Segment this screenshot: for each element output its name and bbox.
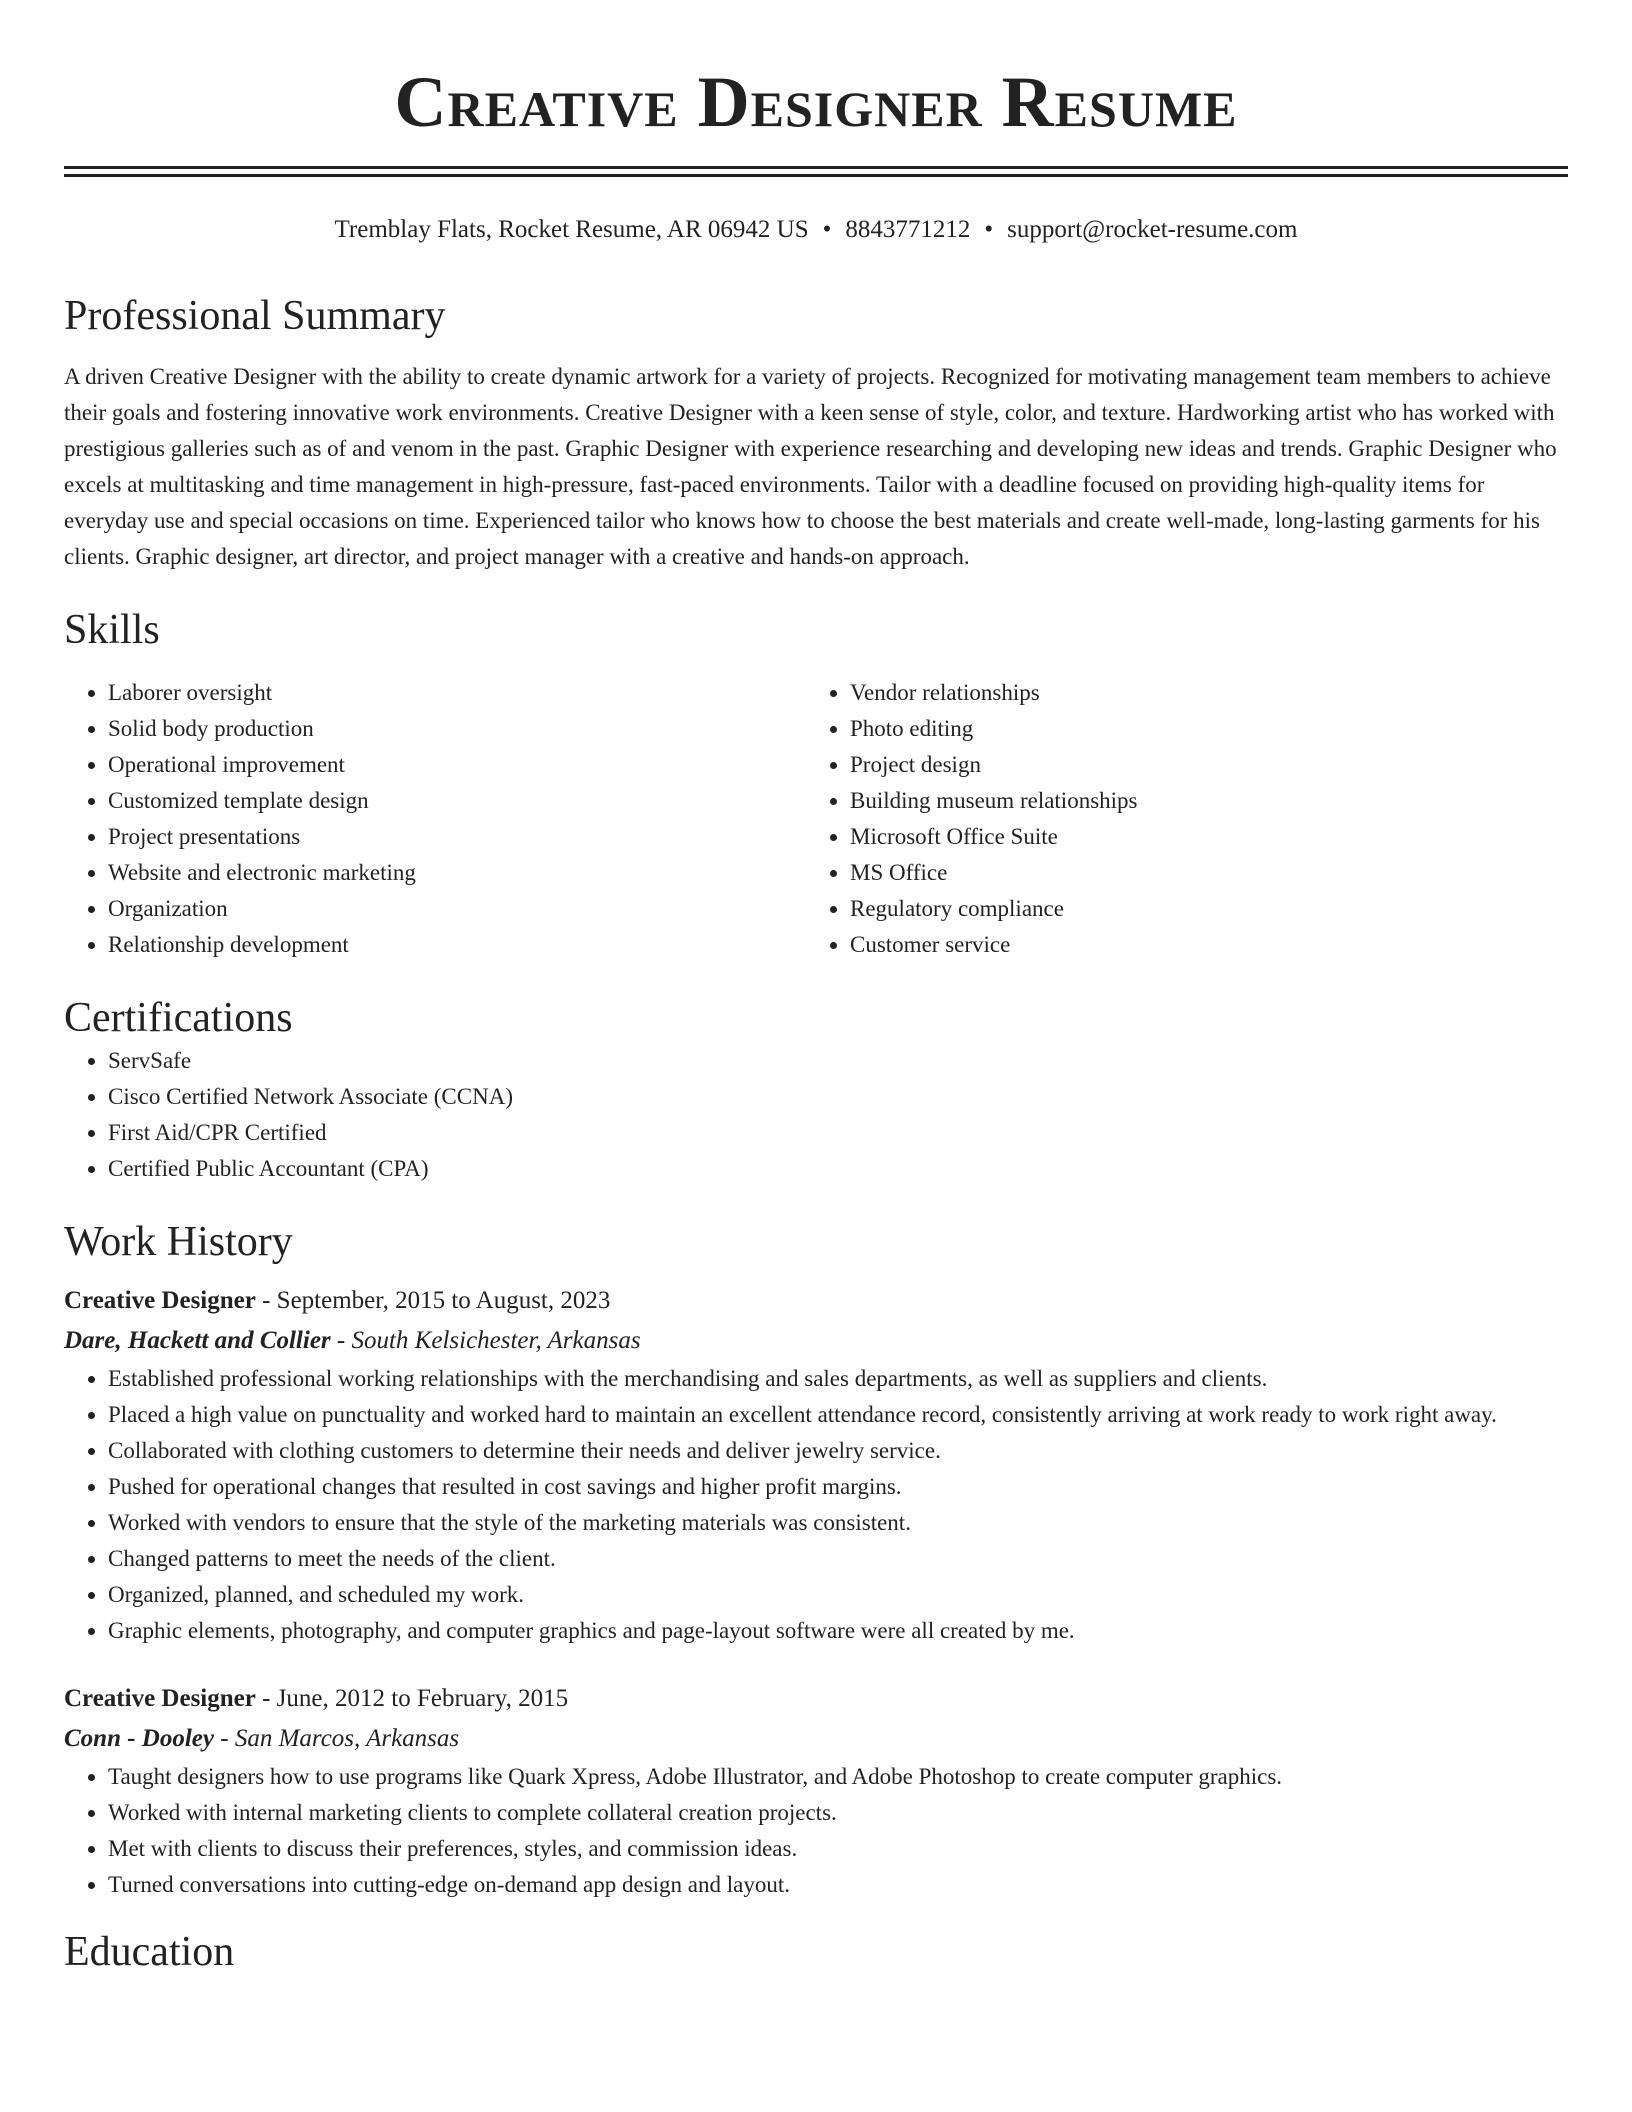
skill-item: • Customer service bbox=[850, 927, 1548, 963]
skills-column-right bbox=[806, 675, 1548, 963]
skills-list-right bbox=[806, 675, 1548, 963]
summary-heading: Professional Summary bbox=[64, 293, 446, 339]
skill-item: • Laborer oversight bbox=[108, 675, 806, 711]
contact-email: support@rocket-resume.com bbox=[1007, 216, 1298, 243]
title-double-rule bbox=[64, 166, 1568, 177]
job-company-line bbox=[64, 1321, 1568, 1361]
skill-item: • Building museum relationships bbox=[850, 783, 1548, 819]
skill-item: • Solid body production bbox=[108, 711, 806, 747]
certification-item: • First Aid/CPR Certified bbox=[108, 1115, 1568, 1151]
contact-phone: 8843771212 bbox=[845, 216, 971, 243]
job-location: - South Kelsichester, Arkansas bbox=[330, 1327, 641, 1354]
education-heading: Education bbox=[64, 1929, 235, 1975]
skills-column-left bbox=[64, 675, 806, 963]
skill-item: • Customized template design bbox=[108, 783, 806, 819]
job-entry bbox=[64, 1281, 1568, 1649]
resume-page bbox=[64, 0, 1568, 1977]
job-duty: • Established professional working relationships with the merchandising and sales departments, as well as suppliers and clients. bbox=[108, 1361, 1568, 1397]
contact-separator: • bbox=[822, 216, 832, 243]
summary-text: A driven Creative Designer with the ability to create dynamic artwork for a variety of projects. Recognized for motivating management team members to achieve their goals and fostering innovative work environments. Creative Designer with a keen sense of style, color, and texture. Hardworking artist who has worked with prestigious galleries such as of and venom in the past. Graphic Designer with experience researching and developing new ideas and trends. Graphic Designer who excels at multitasking and time management in high-pressure, fast-paced environments. Tailor with a deadline focused on providing high-quality items for everyday use and special occasions on time. Experienced tailor who knows how to choose the best materials and create well-made, long-lasting garments for his clients. Graphic designer, art director, and project manager with a creative and hands-on approach. bbox=[64, 364, 1557, 569]
certification-item: • Cisco Certified Network Associate (CCNA) bbox=[108, 1079, 1568, 1115]
job-duty: • Organized, planned, and scheduled my work. bbox=[108, 1577, 1568, 1613]
skill-item: • Website and electronic marketing bbox=[108, 855, 806, 891]
job-duty: • Met with clients to discuss their preferences, styles, and commission ideas. bbox=[108, 1831, 1568, 1867]
skills-list-left bbox=[64, 675, 806, 963]
contact-separator: • bbox=[984, 216, 994, 243]
job-duty: • Graphic elements, photography, and computer graphics and page-layout software were all created by me. bbox=[108, 1613, 1568, 1649]
job-location: - San Marcos, Arkansas bbox=[214, 1725, 460, 1752]
job-duty: • Placed a high value on punctuality and worked hard to maintain an excellent attendance record, consistently arriving at work ready to work right away. bbox=[108, 1397, 1568, 1433]
certification-item: • ServSafe bbox=[108, 1043, 1568, 1079]
skill-item: • Project design bbox=[850, 747, 1548, 783]
skill-item: • Microsoft Office Suite bbox=[850, 819, 1548, 855]
certification-item: • Certified Public Accountant (CPA) bbox=[108, 1151, 1568, 1187]
skill-item: • Vendor relationships bbox=[850, 675, 1548, 711]
job-company: Conn - Dooley bbox=[64, 1725, 214, 1752]
resume-title: Creative Designer Resume bbox=[394, 62, 1238, 142]
job-title-line bbox=[64, 1679, 1568, 1719]
skills-heading: Skills bbox=[64, 607, 160, 653]
contact-address: Tremblay Flats, Rocket Resume, AR 06942 US bbox=[334, 216, 809, 243]
job-entry bbox=[64, 1679, 1568, 1903]
job-company: Dare, Hackett and Collier bbox=[64, 1327, 331, 1354]
skill-item: • Photo editing bbox=[850, 711, 1548, 747]
skill-item: • Regulatory compliance bbox=[850, 891, 1548, 927]
job-duties-list bbox=[64, 1361, 1568, 1649]
skill-item: • Organization bbox=[108, 891, 806, 927]
certifications-heading: Certifications bbox=[64, 995, 293, 1041]
work-history-heading: Work History bbox=[64, 1219, 293, 1265]
job-dates: - September, 2015 to August, 2023 bbox=[255, 1287, 611, 1314]
job-duties-list bbox=[64, 1759, 1568, 1903]
job-duty: • Worked with internal marketing clients to complete collateral creation projects. bbox=[108, 1795, 1568, 1831]
skill-item: • Project presentations bbox=[108, 819, 806, 855]
skills-grid bbox=[64, 675, 1568, 963]
job-dates: - June, 2012 to February, 2015 bbox=[255, 1685, 569, 1712]
job-duty: • Collaborated with clothing customers to determine their needs and deliver jewelry service. bbox=[108, 1433, 1568, 1469]
skill-item: • Relationship development bbox=[108, 927, 806, 963]
job-title-line bbox=[64, 1281, 1568, 1321]
job-duty: • Taught designers how to use programs like Quark Xpress, Adobe Illustrator, and Adobe Photoshop to create computer graphics. bbox=[108, 1759, 1568, 1795]
job-duty: • Worked with vendors to ensure that the style of the marketing materials was consistent. bbox=[108, 1505, 1568, 1541]
job-duty: • Turned conversations into cutting-edge on-demand app design and layout. bbox=[108, 1867, 1568, 1903]
job-company-line bbox=[64, 1719, 1568, 1759]
skill-item: • MS Office bbox=[850, 855, 1548, 891]
skill-item: • Operational improvement bbox=[108, 747, 806, 783]
job-duty: • Pushed for operational changes that resulted in cost savings and higher profit margins. bbox=[108, 1469, 1568, 1505]
job-duty: • Changed patterns to meet the needs of the client. bbox=[108, 1541, 1568, 1577]
job-title: Creative Designer bbox=[64, 1685, 256, 1712]
contact-line bbox=[64, 215, 1568, 245]
job-title: Creative Designer bbox=[64, 1287, 256, 1314]
certifications-list bbox=[64, 1043, 1568, 1187]
